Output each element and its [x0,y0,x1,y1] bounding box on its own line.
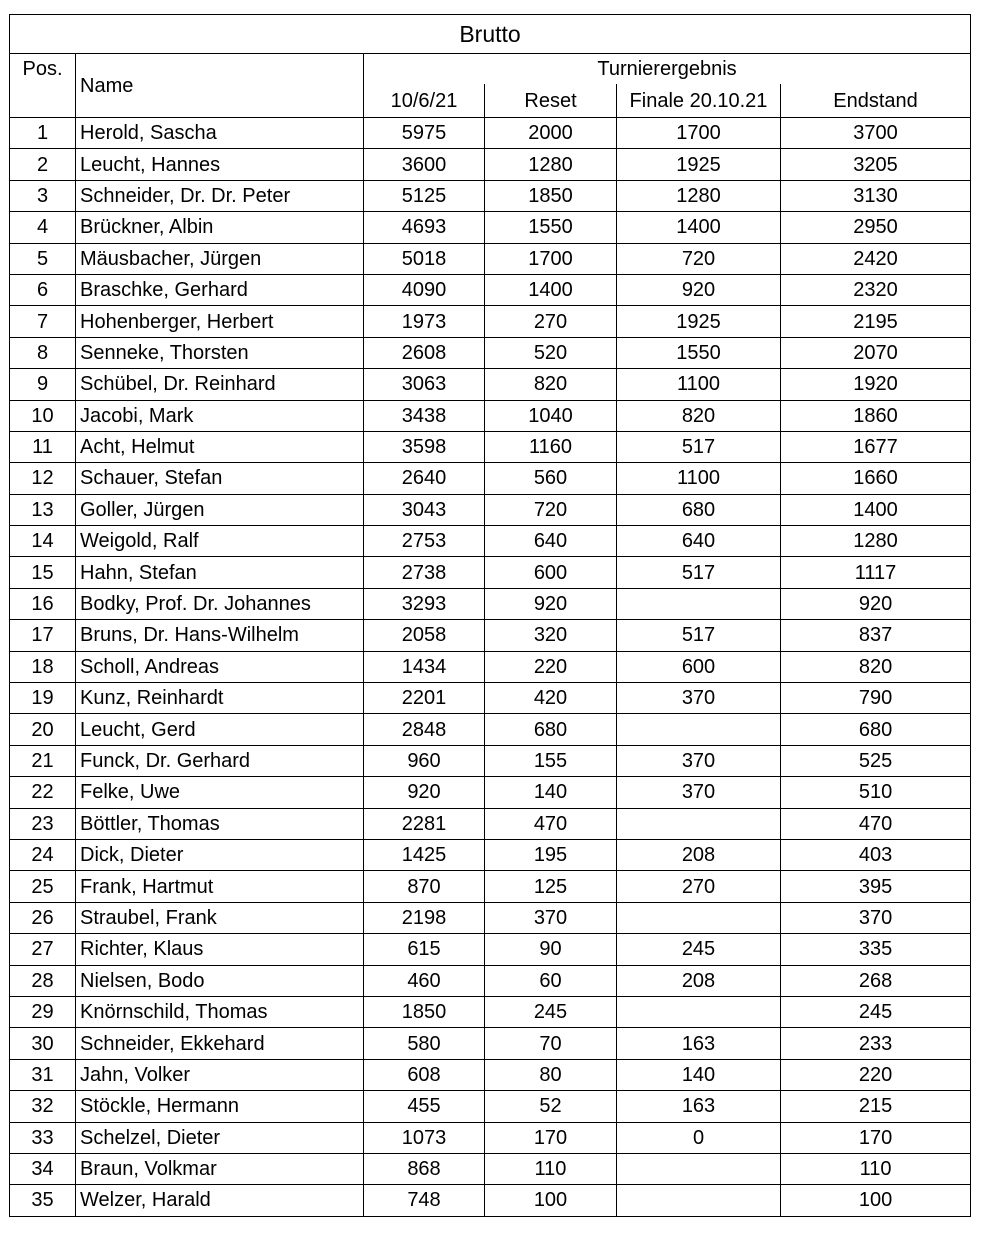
cell-pos: 21 [10,745,76,776]
cell-date: 1073 [364,1122,485,1153]
header-pos: Pos. [10,54,76,118]
table-row [10,1059,971,1090]
cell-finale [617,588,781,619]
cell-date: 748 [364,1185,485,1216]
cell-reset: 125 [485,871,617,902]
cell-name: Bruns, Dr. Hans-Wilhelm [76,620,364,651]
cell-endstand: 215 [781,1091,971,1122]
cell-finale: 208 [617,839,781,870]
cell-endstand: 510 [781,777,971,808]
cell-finale: 920 [617,274,781,305]
cell-pos: 3 [10,180,76,211]
cell-finale [617,902,781,933]
header-group: Turnierergebnis [364,54,971,85]
table-title: Brutto [10,15,971,54]
table-row [10,871,971,902]
cell-reset: 720 [485,494,617,525]
cell-pos: 1 [10,118,76,149]
cell-name: Dick, Dieter [76,839,364,870]
table-row [10,1028,971,1059]
cell-pos: 13 [10,494,76,525]
cell-finale: 600 [617,651,781,682]
cell-name: Jacobi, Mark [76,400,364,431]
cell-pos: 11 [10,431,76,462]
cell-reset: 170 [485,1122,617,1153]
cell-name: Hahn, Stefan [76,557,364,588]
cell-finale: 370 [617,777,781,808]
cell-finale: 370 [617,745,781,776]
table-row [10,463,971,494]
cell-date: 868 [364,1153,485,1184]
results-table [9,14,971,1217]
cell-pos: 34 [10,1153,76,1184]
cell-date: 4090 [364,274,485,305]
cell-name: Schneider, Ekkehard [76,1028,364,1059]
cell-date: 5125 [364,180,485,211]
cell-date: 870 [364,871,485,902]
header-col-finale: Finale 20.10.21 [617,84,781,118]
cell-reset: 600 [485,557,617,588]
cell-pos: 23 [10,808,76,839]
cell-pos: 6 [10,274,76,305]
table-row [10,180,971,211]
cell-name: Straubel, Frank [76,902,364,933]
cell-pos: 33 [10,1122,76,1153]
cell-endstand: 268 [781,965,971,996]
cell-name: Schauer, Stefan [76,463,364,494]
cell-finale: 1550 [617,337,781,368]
cell-reset: 90 [485,934,617,965]
cell-finale: 0 [617,1122,781,1153]
cell-date: 1425 [364,839,485,870]
header-name: Name [76,54,364,118]
cell-name: Leucht, Gerd [76,714,364,745]
cell-date: 2281 [364,808,485,839]
cell-date: 1850 [364,996,485,1027]
cell-date: 2640 [364,463,485,494]
cell-endstand: 1920 [781,369,971,400]
cell-endstand: 2420 [781,243,971,274]
cell-date: 2198 [364,902,485,933]
cell-endstand: 1280 [781,526,971,557]
cell-endstand: 2320 [781,274,971,305]
cell-reset: 1550 [485,212,617,243]
cell-pos: 5 [10,243,76,274]
cell-finale: 517 [617,431,781,462]
table-row [10,996,971,1027]
cell-name: Frank, Hartmut [76,871,364,902]
cell-finale: 245 [617,934,781,965]
cell-date: 608 [364,1059,485,1090]
cell-endstand: 403 [781,839,971,870]
cell-pos: 12 [10,463,76,494]
cell-reset: 270 [485,306,617,337]
table-row [10,651,971,682]
cell-reset: 245 [485,996,617,1027]
cell-name: Scholl, Andreas [76,651,364,682]
cell-pos: 24 [10,839,76,870]
cell-name: Bodky, Prof. Dr. Johannes [76,588,364,619]
cell-date: 2753 [364,526,485,557]
cell-pos: 14 [10,526,76,557]
cell-finale [617,714,781,745]
cell-name: Welzer, Harald [76,1185,364,1216]
cell-endstand: 233 [781,1028,971,1059]
cell-finale: 1280 [617,180,781,211]
cell-reset: 1700 [485,243,617,274]
table-body [10,118,971,1217]
cell-endstand: 1400 [781,494,971,525]
cell-date: 3063 [364,369,485,400]
table-row [10,400,971,431]
cell-date: 2058 [364,620,485,651]
cell-endstand: 170 [781,1122,971,1153]
cell-pos: 26 [10,902,76,933]
cell-pos: 16 [10,588,76,619]
cell-pos: 8 [10,337,76,368]
table-row [10,337,971,368]
header-col-endstand: Endstand [781,84,971,118]
table-row [10,149,971,180]
cell-date: 4693 [364,212,485,243]
table-row [10,431,971,462]
cell-date: 1973 [364,306,485,337]
cell-finale: 680 [617,494,781,525]
cell-endstand: 920 [781,588,971,619]
cell-pos: 4 [10,212,76,243]
cell-date: 5018 [364,243,485,274]
cell-endstand: 3700 [781,118,971,149]
cell-reset: 920 [485,588,617,619]
cell-reset: 195 [485,839,617,870]
cell-endstand: 837 [781,620,971,651]
cell-pos: 15 [10,557,76,588]
cell-reset: 1280 [485,149,617,180]
cell-reset: 80 [485,1059,617,1090]
cell-date: 3438 [364,400,485,431]
table-row [10,118,971,149]
cell-name: Stöckle, Hermann [76,1091,364,1122]
cell-finale: 640 [617,526,781,557]
cell-pos: 29 [10,996,76,1027]
cell-endstand: 1117 [781,557,971,588]
cell-reset: 1850 [485,180,617,211]
cell-reset: 2000 [485,118,617,149]
cell-name: Leucht, Hannes [76,149,364,180]
cell-reset: 370 [485,902,617,933]
table-row [10,1185,971,1216]
table-row [10,306,971,337]
cell-reset: 70 [485,1028,617,1059]
table-row [10,557,971,588]
cell-pos: 19 [10,683,76,714]
table-row [10,369,971,400]
cell-endstand: 1677 [781,431,971,462]
cell-endstand: 110 [781,1153,971,1184]
cell-name: Nielsen, Bodo [76,965,364,996]
cell-reset: 110 [485,1153,617,1184]
cell-reset: 820 [485,369,617,400]
header-col-date: 10/6/21 [364,84,485,118]
cell-date: 5975 [364,118,485,149]
cell-reset: 1400 [485,274,617,305]
cell-endstand: 470 [781,808,971,839]
cell-pos: 27 [10,934,76,965]
cell-reset: 155 [485,745,617,776]
cell-date: 2201 [364,683,485,714]
table-row [10,1153,971,1184]
cell-name: Acht, Helmut [76,431,364,462]
cell-name: Braschke, Gerhard [76,274,364,305]
cell-reset: 560 [485,463,617,494]
cell-endstand: 3130 [781,180,971,211]
table-row [10,1091,971,1122]
table-row [10,808,971,839]
cell-endstand: 820 [781,651,971,682]
cell-pos: 20 [10,714,76,745]
cell-endstand: 220 [781,1059,971,1090]
cell-endstand: 370 [781,902,971,933]
cell-pos: 22 [10,777,76,808]
cell-reset: 220 [485,651,617,682]
table-row [10,934,971,965]
cell-finale: 1100 [617,463,781,494]
cell-pos: 18 [10,651,76,682]
cell-name: Schübel, Dr. Reinhard [76,369,364,400]
table-row [10,1122,971,1153]
table-row [10,212,971,243]
cell-reset: 640 [485,526,617,557]
cell-endstand: 395 [781,871,971,902]
cell-finale: 1400 [617,212,781,243]
cell-name: Schneider, Dr. Dr. Peter [76,180,364,211]
table-row [10,683,971,714]
cell-name: Felke, Uwe [76,777,364,808]
table-row [10,714,971,745]
cell-pos: 25 [10,871,76,902]
cell-name: Richter, Klaus [76,934,364,965]
cell-endstand: 2195 [781,306,971,337]
cell-finale: 1700 [617,118,781,149]
cell-date: 2608 [364,337,485,368]
cell-date: 3598 [364,431,485,462]
cell-date: 3293 [364,588,485,619]
cell-date: 3600 [364,149,485,180]
cell-pos: 35 [10,1185,76,1216]
cell-endstand: 1660 [781,463,971,494]
cell-name: Schelzel, Dieter [76,1122,364,1153]
cell-endstand: 100 [781,1185,971,1216]
cell-pos: 9 [10,369,76,400]
cell-name: Goller, Jürgen [76,494,364,525]
table-row [10,902,971,933]
cell-finale [617,1185,781,1216]
cell-pos: 7 [10,306,76,337]
cell-reset: 60 [485,965,617,996]
table-row [10,965,971,996]
cell-name: Kunz, Reinhardt [76,683,364,714]
cell-finale [617,808,781,839]
cell-endstand: 2950 [781,212,971,243]
cell-name: Weigold, Ralf [76,526,364,557]
cell-endstand: 245 [781,996,971,1027]
cell-reset: 52 [485,1091,617,1122]
cell-endstand: 680 [781,714,971,745]
cell-finale: 163 [617,1028,781,1059]
cell-endstand: 3205 [781,149,971,180]
table-row [10,494,971,525]
table-row [10,526,971,557]
cell-date: 1434 [364,651,485,682]
cell-pos: 2 [10,149,76,180]
cell-finale: 140 [617,1059,781,1090]
cell-endstand: 2070 [781,337,971,368]
table-row [10,588,971,619]
cell-reset: 1040 [485,400,617,431]
table-row [10,839,971,870]
cell-endstand: 525 [781,745,971,776]
cell-finale: 208 [617,965,781,996]
cell-name: Jahn, Volker [76,1059,364,1090]
cell-finale: 720 [617,243,781,274]
cell-reset: 420 [485,683,617,714]
cell-name: Mäusbacher, Jürgen [76,243,364,274]
table-row [10,620,971,651]
cell-reset: 520 [485,337,617,368]
table-row [10,777,971,808]
cell-finale: 1925 [617,306,781,337]
cell-date: 615 [364,934,485,965]
cell-date: 580 [364,1028,485,1059]
cell-finale: 163 [617,1091,781,1122]
cell-endstand: 335 [781,934,971,965]
cell-endstand: 790 [781,683,971,714]
cell-finale: 1925 [617,149,781,180]
cell-date: 960 [364,745,485,776]
cell-finale [617,1153,781,1184]
cell-name: Böttler, Thomas [76,808,364,839]
cell-reset: 100 [485,1185,617,1216]
cell-finale [617,996,781,1027]
cell-name: Braun, Volkmar [76,1153,364,1184]
cell-date: 460 [364,965,485,996]
cell-name: Funck, Dr. Gerhard [76,745,364,776]
table-row [10,243,971,274]
cell-endstand: 1860 [781,400,971,431]
cell-date: 920 [364,777,485,808]
cell-name: Herold, Sascha [76,118,364,149]
cell-date: 2848 [364,714,485,745]
cell-pos: 17 [10,620,76,651]
cell-finale: 270 [617,871,781,902]
table-row [10,745,971,776]
cell-reset: 320 [485,620,617,651]
cell-pos: 28 [10,965,76,996]
cell-pos: 31 [10,1059,76,1090]
cell-reset: 1160 [485,431,617,462]
cell-date: 3043 [364,494,485,525]
cell-reset: 470 [485,808,617,839]
cell-name: Senneke, Thorsten [76,337,364,368]
cell-finale: 370 [617,683,781,714]
cell-reset: 680 [485,714,617,745]
cell-finale: 1100 [617,369,781,400]
cell-pos: 32 [10,1091,76,1122]
cell-date: 2738 [364,557,485,588]
table-row [10,274,971,305]
cell-pos: 30 [10,1028,76,1059]
cell-finale: 517 [617,557,781,588]
cell-name: Brückner, Albin [76,212,364,243]
cell-finale: 517 [617,620,781,651]
cell-pos: 10 [10,400,76,431]
cell-name: Hohenberger, Herbert [76,306,364,337]
cell-reset: 140 [485,777,617,808]
cell-date: 455 [364,1091,485,1122]
cell-finale: 820 [617,400,781,431]
cell-name: Knörnschild, Thomas [76,996,364,1027]
header-col-reset: Reset [485,84,617,118]
